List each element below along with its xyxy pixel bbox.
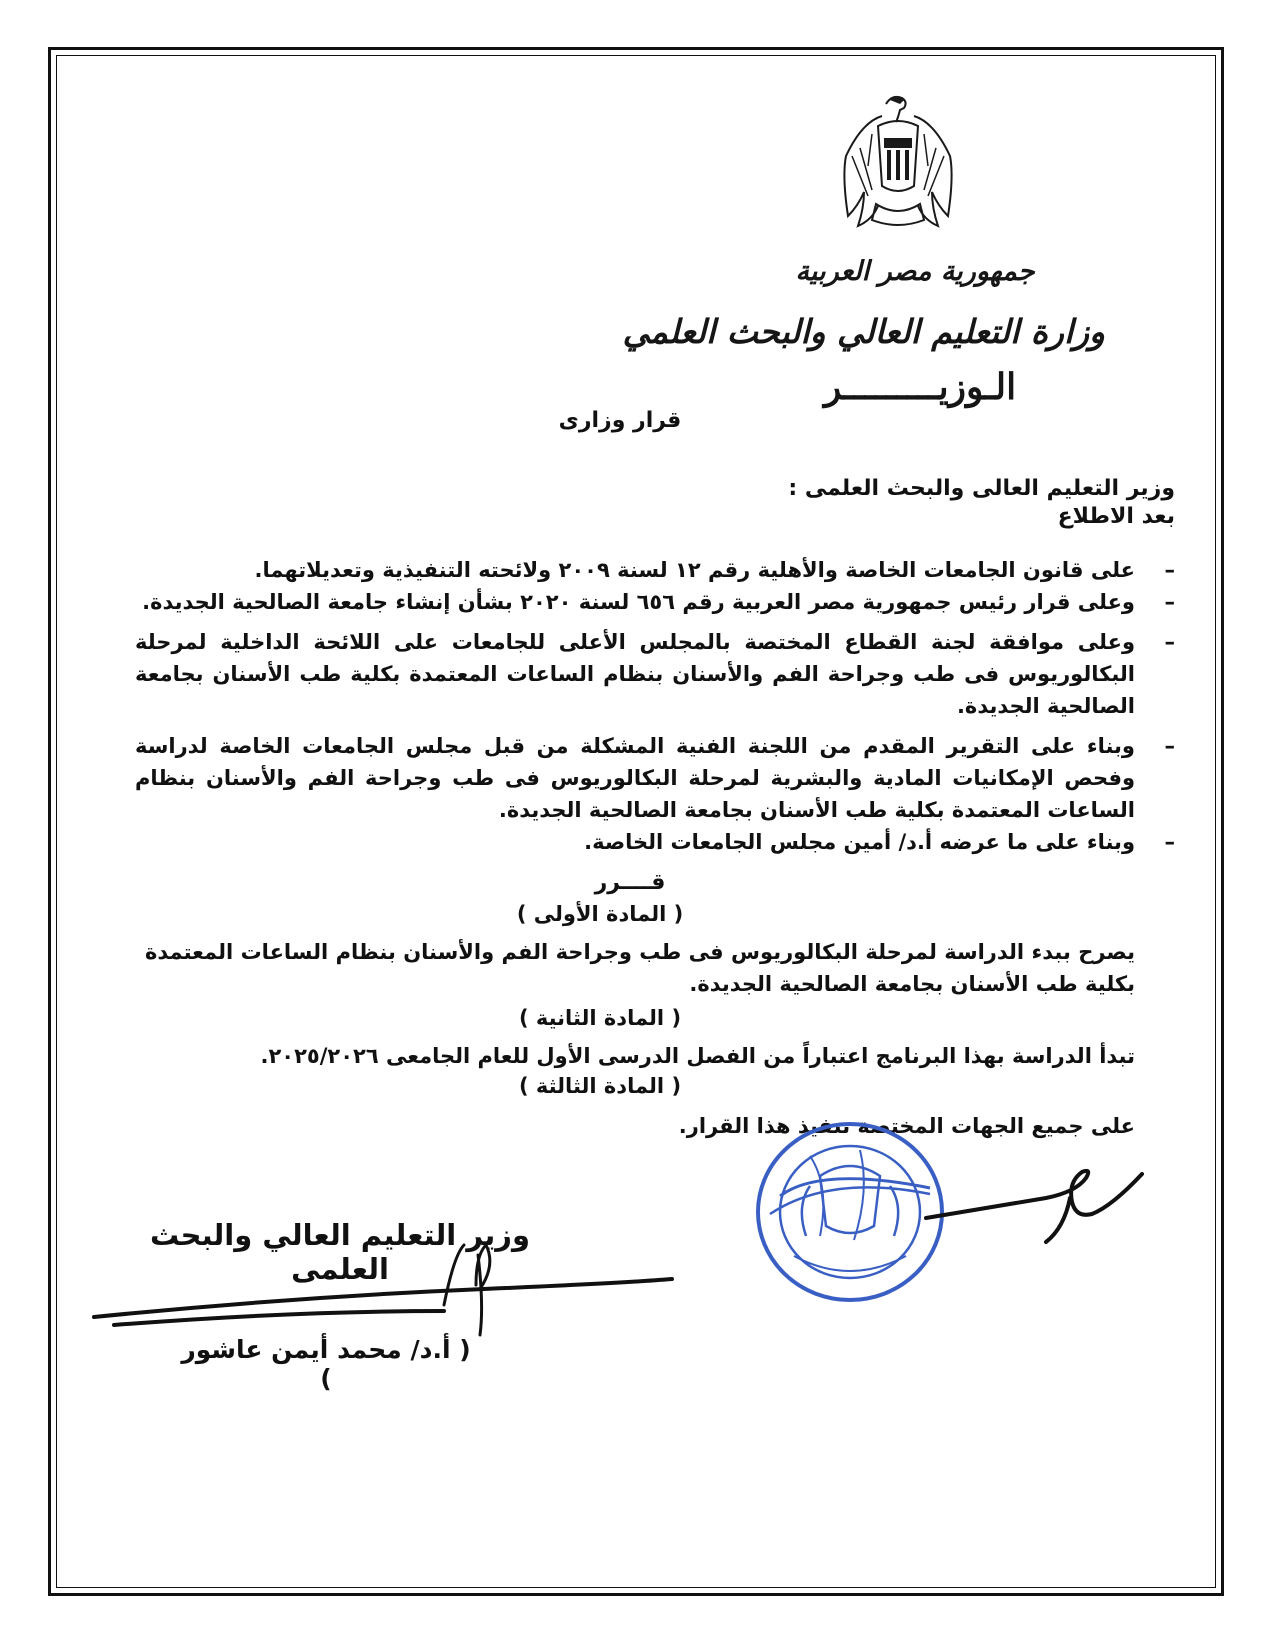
letterhead-ministry: وزارة التعليم العالي والبحث العلمي: [622, 312, 1105, 351]
list-dash: –: [1164, 734, 1175, 758]
minister-name: ( أ.د/ محمد أيمن عاشور ): [181, 1335, 471, 1393]
preamble-item: [135, 730, 1175, 826]
list-dash: –: [1164, 630, 1175, 654]
letterhead-minister: الـوزيـــــــــر: [823, 366, 1017, 408]
after-review-heading: بعد الاطلاع: [1057, 504, 1175, 529]
list-dash: –: [1164, 830, 1175, 854]
article-2-text: تبدأ الدراسة بهذا البرنامج اعتباراً من الفصل الدرسى الأول للعام الجامعى ٢٠٢٥/٢٠٢٦.: [260, 1044, 1135, 1068]
article-3-heading: ( المادة الثالثة ): [518, 1074, 682, 1098]
decree-title: قرار وزارى: [558, 408, 682, 433]
minister-title: وزير التعليم العالي والبحث العلمى: [149, 1218, 530, 1286]
preamble-text: وبناء على ما عرضه أ.د/ أمين مجلس الجامعات الخاصة.: [584, 830, 1135, 854]
preamble-text: على قانون الجامعات الخاصة والأهلية رقم ١٢ لسنة ٢٠٠٩ ولائحته التنفيذية وتعديلاتهما.: [254, 558, 1135, 582]
list-dash: –: [1164, 590, 1175, 614]
preamble-text: وعلى موافقة لجنة القطاع المختصة بالمجلس الأعلى للجامعات على اللائحة الداخلية لمرحلة البكالوريوس فى طب وجراحة الفم والأسنان بنظام الساعات المعتمدة بكلية طب الأسنان بجامعة الصالحية الجديدة.: [135, 630, 1135, 718]
preamble-item: [135, 826, 1175, 858]
preamble-item: [135, 586, 1175, 618]
letterhead-republic: جمهورية مصر العربية: [795, 256, 1035, 287]
article-3-text: على جميع الجهات المختصة تنفيذ هذا القرار.: [678, 1114, 1135, 1138]
preamble-list: [135, 554, 1175, 858]
article-2-heading: ( المادة الثانية ): [518, 1006, 682, 1030]
preamble-text: وعلى قرار رئيس جمهورية مصر العربية رقم ٦٥٦ لسنة ٢٠٢٠ بشأن إنشاء جامعة الصالحية الجديدة.: [142, 590, 1135, 614]
decided-heading: قــــرر: [594, 870, 666, 895]
preamble-item: [135, 554, 1175, 586]
decree-issuer: وزير التعليم العالى والبحث العلمى :: [788, 476, 1175, 501]
article-1-heading: ( المادة الأولى ): [516, 902, 684, 926]
list-dash: –: [1164, 558, 1175, 582]
article-1-text: يصرح ببدء الدراسة لمرحلة البكالوريوس فى طب وجراحة الفم والأسنان بنظام الساعات المعتمدة بكلية طب الأسنان بجامعة الصالحية الجديدة.: [145, 940, 1135, 996]
signature-mark-icon: [920, 1158, 1180, 1248]
preamble-item: [135, 626, 1175, 722]
eagle-emblem-icon: [838, 86, 958, 244]
preamble-text: وبناء على التقرير المقدم من اللجنة الفنية المشكلة من قبل مجلس الجامعات الخاصة لدراسة وفحص الإمكانيات المادية والبشرية لمرحلة البكالوريوس فى طب وجراحة الفم والأسنان بنظام الساعات المعتمدة بكلية طب الأسنان بجامعة الصالحية الجديدة.: [135, 734, 1135, 822]
